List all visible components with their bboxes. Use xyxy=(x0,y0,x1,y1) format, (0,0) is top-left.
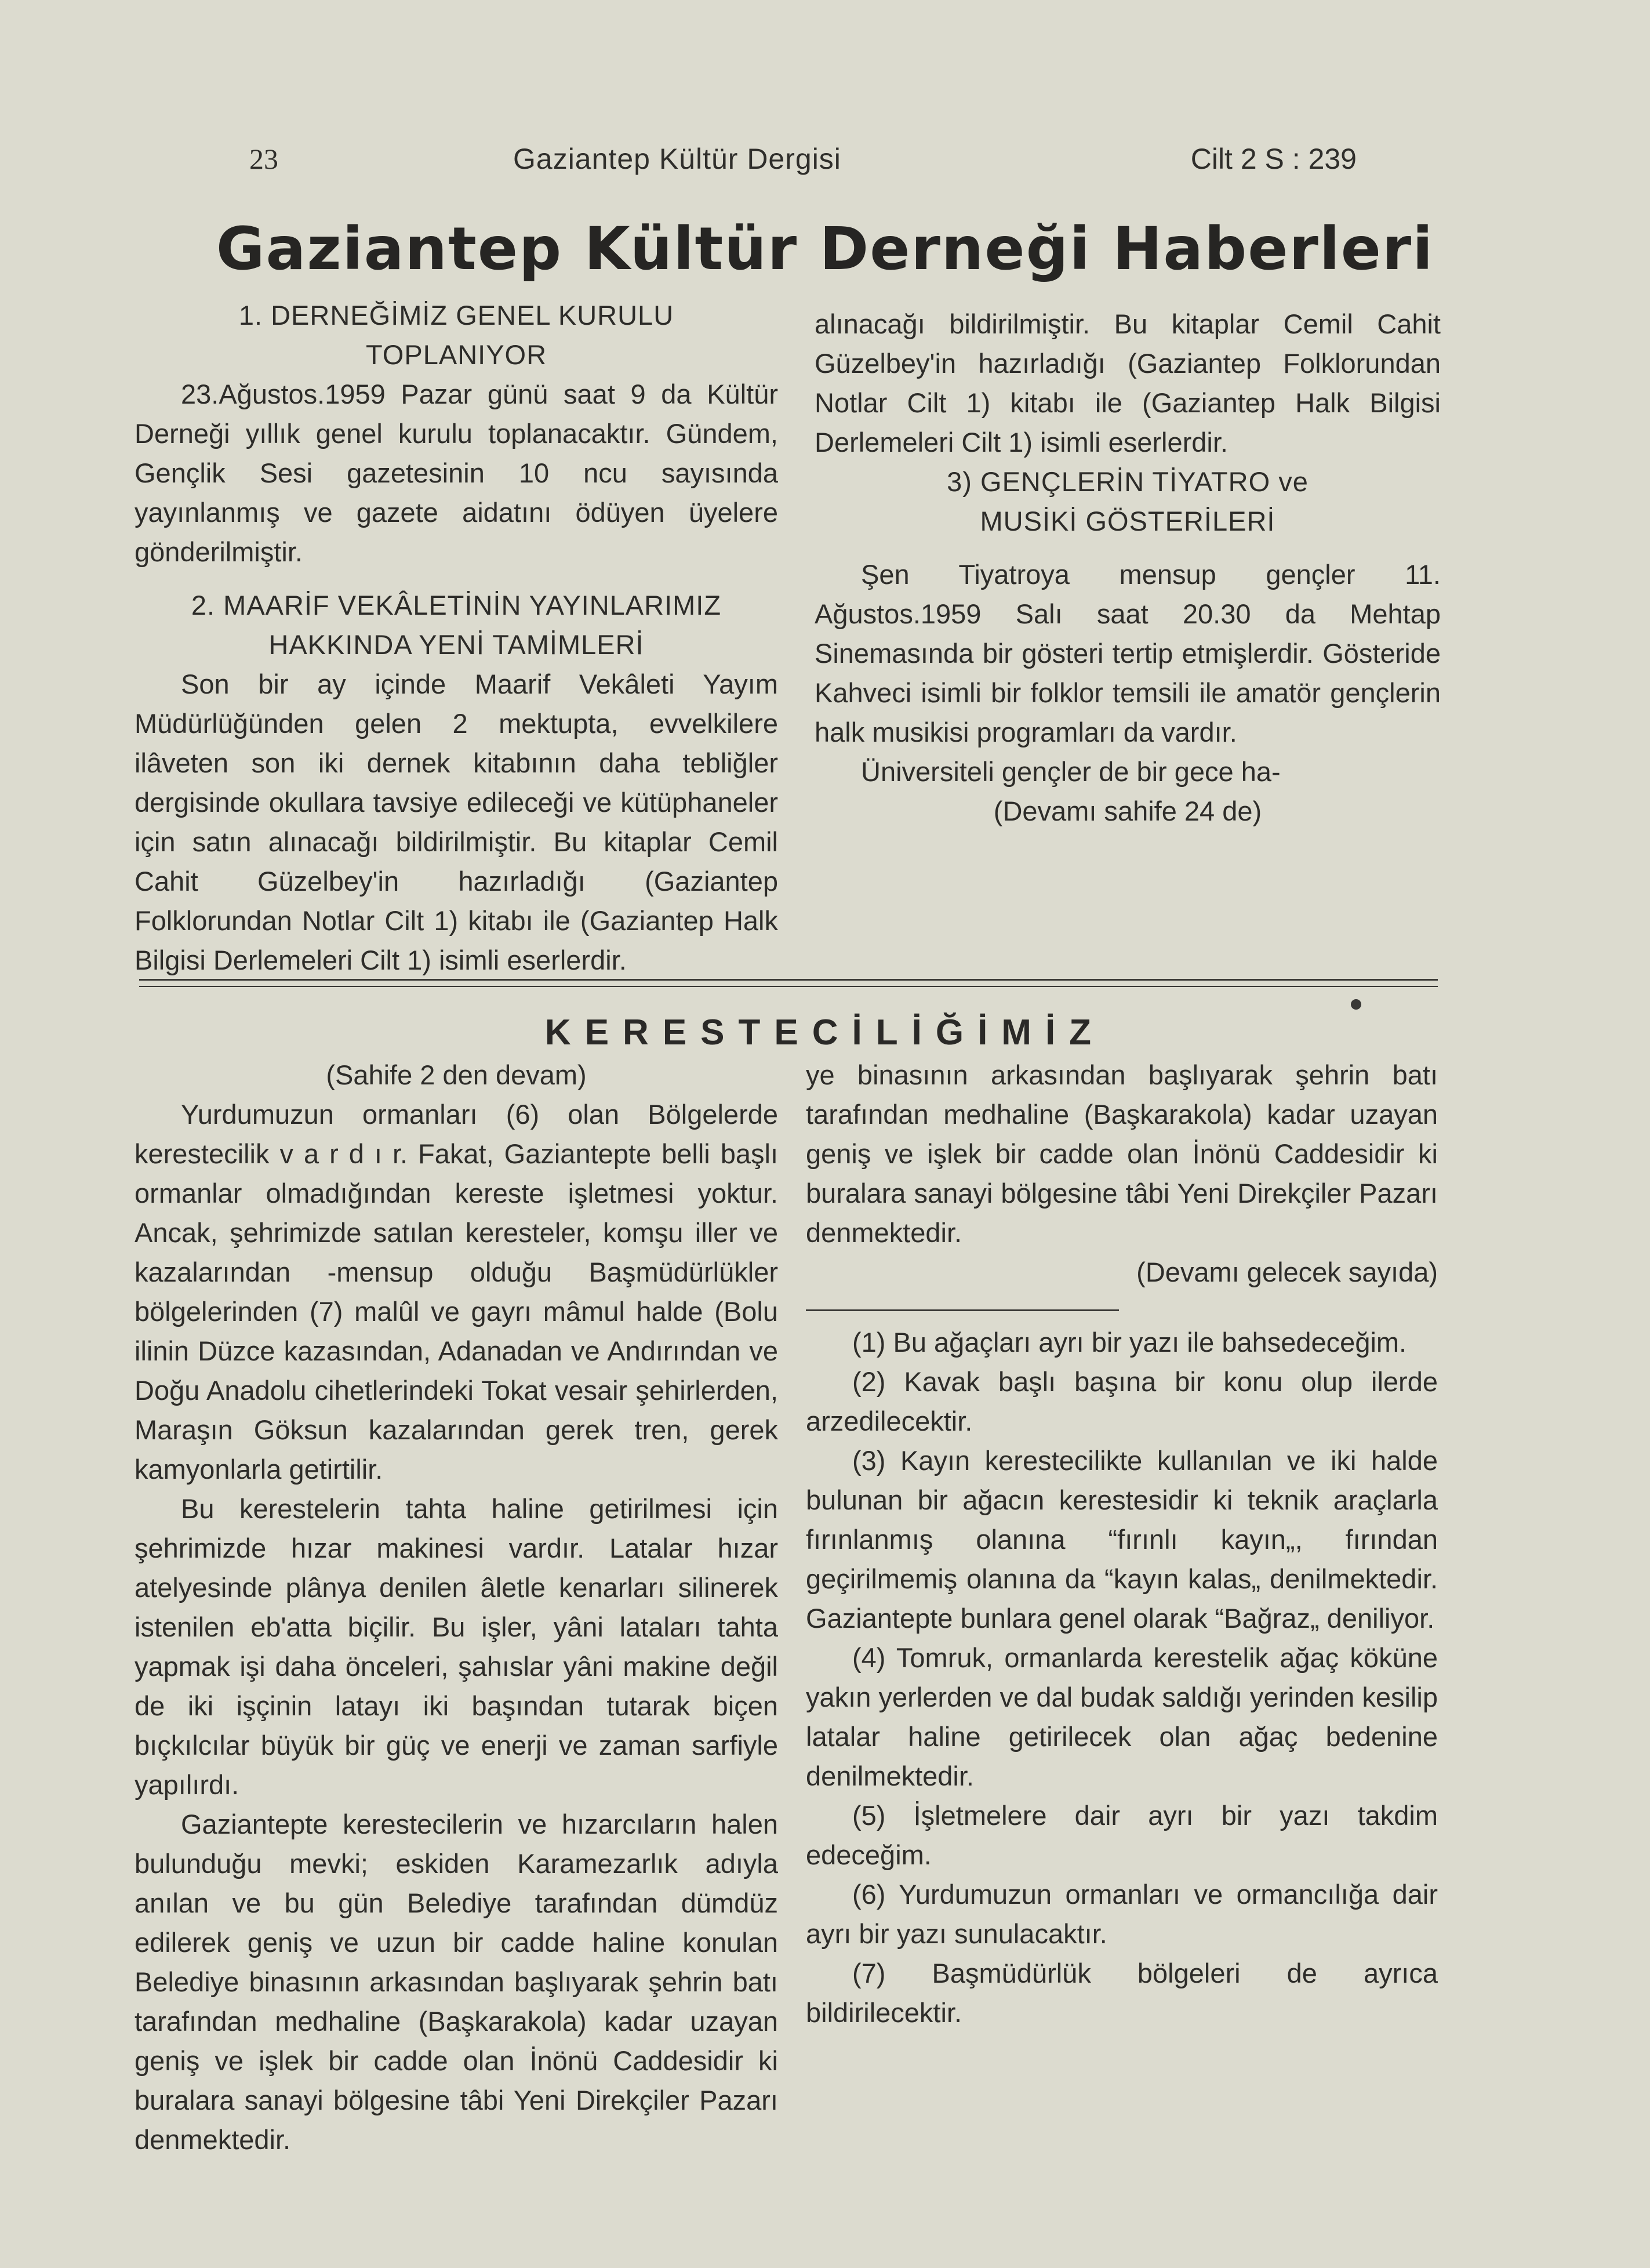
news-column-left xyxy=(135,296,778,975)
footnote-4: (4) Tomruk, ormanlarda kerestelik ağaç köküne yakın yerlerden ve dal budak saldığı yerinden kesilip latalar haline getirilecek olan ağaç bedenine denilmektedir. xyxy=(806,1642,1438,1791)
article-continuation-note: (Sahife 2 den devam) xyxy=(326,1059,587,1090)
footnote-1: (1) Bu ağaçları ayrı bir yazı ile bahsedeceğim. xyxy=(852,1327,1407,1358)
news-2-body: Son bir ay içinde Maarif Vekâleti Yayım Müdürlüğünden gelen 2 mektupta, evvelkilere ilâveten son iki dernek kitabının daha tebliğler dergisinde okullara tavsiye edileceği ve kütüphaneler için satın alınacağı bildirilmiştir. Bu kitaplar Cemil Cahit Güzelbey'in hazırladığı (Gaziantep Folklorundan Notlar Cilt 1) kitabı ile (Gaziantep Halk Bilgisi Derlemeleri Cilt 1) isimli eserlerdir. xyxy=(135,669,778,975)
ornament-dot xyxy=(1351,999,1361,1010)
article-paragraph-3-continued: ye binasının arkasından başlıyarak şehrin batı tarafından medhaline (Başkarakola) kadar uzayan geniş ve işlek bir cadde olan İnönü Caddesidir ki buralara sanayi bölgesine tâbi Yeni Direkçiler Pazarı denmektedir. xyxy=(806,1059,1438,1248)
journal-name: Gaziantep Kültür Dergisi xyxy=(513,143,841,175)
news-column-right xyxy=(815,304,1441,831)
running-header xyxy=(243,142,1357,188)
news-3-body: Şen Tiyatroya mensup gençler 11. Ağustos.1959 Salı saat 20.30 da Mehtap Sinemasında bir gösteri tertip etmişlerdir. Gösteride Kahveci isimli bir folklor temsili ile amatör gençlerin halk musikisi programları da vardır. xyxy=(815,559,1441,747)
article-paragraph-2: Bu kerestelerin tahta haline getirilmesi için şehrimizde hızar makinesi vardır. Latalar hızar atelyesinde plânya denilen âletle kenarları silinerek istenilen eb'atta biçilir. Bu işler, yâni lataları tahta yapmak işi daha önceleri, şahıslar yâni makine değil de iki işçinin latayı iki başından tutarak biçen bıçkılcılar büyük bir güç ve enerji ve zaman sarfiyle yapılırdı. xyxy=(135,1493,778,1800)
section-divider xyxy=(139,979,1438,981)
news-3-heading-line2: MUSİKİ GÖSTERİLERİ xyxy=(980,506,1275,536)
news-1-body: 23.Ağustos.1959 Pazar günü saat 9 da Kültür Derneği yıllık genel kurulu toplanacaktır. Gündem, Gençlik Sesi gazetesinin 10 ncu sayısında yayınlanmış ve gazete aidatını ödüyen üyelere gönderilmiştir. xyxy=(135,379,778,567)
footnote-divider xyxy=(806,1309,1119,1311)
footnote-2: (2) Kavak başlı başına bir konu olup ilerde arzedilecektir. xyxy=(806,1366,1438,1436)
news-1-heading-line2: TOPLANIYOR xyxy=(365,339,547,370)
section-divider-2 xyxy=(139,986,1438,987)
page-title: Gaziantep Kültür Derneği Haberleri xyxy=(216,215,1434,284)
article-column-left xyxy=(135,1055,778,2155)
news-1-heading-line1: 1. DERNEĞİMİZ GENEL KURULU xyxy=(238,300,674,331)
footnote-5: (5) İşletmelere dair ayrı bir yazı takdim edeceğim. xyxy=(806,1800,1438,1870)
news-2-body-continued: alınacağı bildirilmiştir. Bu kitaplar Cemil Cahit Güzelbey'in hazırladığı (Gaziantep Folklorundan Notlar Cilt 1) kitabı ile (Gaziantep Halk Bilgisi Derlemeleri Cilt 1) isimli eserlerdir. xyxy=(815,309,1441,458)
footnote-6: (6) Yurdumuzun ormanları ve ormancılığa dair ayrı bir yazı sunulacaktır. xyxy=(806,1879,1438,1949)
article-paragraph-3: Gaziantepte kerestecilerin ve hızarcıların halen bulunduğu mevki; eskiden Karamezarlık adıyla anılan ve bu gün Belediye tarafından dümdüz edilerek geniş ve uzun bir cadde haline konulan Belediye binasının arkasından başlıyarak şehrin batı tarafından medhaline (Başkarakola) kadar uzayan geniş ve işlek bir cadde olan İnönü Caddesidir ki buralara sanayi bölgesine tâbi Yeni Direkçiler Pazarı denmektedir. xyxy=(135,1809,778,2155)
article-paragraph-1: Yurdumuzun ormanları (6) olan Bölgelerde kerestecilik v a r d ı r. Fakat, Gaziantepte belli başlı ormanlar olmadığından kereste işletmesi yoktur. Ancak, şehrimizde satılan keresteler, komşu iller ve kazalarından -mensup olduğu Başmüdürlükler bölgelerinden (7) malûl ve gayrı mâmul halde (Bolu ilinin Düzce kazasından, Adanadan ve Andırından ve Doğu Anadolu cihetlerindeki Tokat vesair şehirlerden, Maraşın Göksun kazalarından gerek tren, gerek kamyonlarla getirtilir. xyxy=(135,1099,778,1485)
article-to-be-continued: (Devamı gelecek sayıda) xyxy=(1136,1257,1438,1287)
issue-info: Cilt 2 S : 239 xyxy=(1190,143,1357,175)
article-title: KERESTECİLİĞİMİZ xyxy=(544,1013,1106,1053)
news-3-heading-line1: 3) GENÇLERİN TİYATRO ve xyxy=(947,466,1309,497)
news-3-continued: (Devamı sahife 24 de) xyxy=(993,796,1262,826)
news-2-heading: 2. MAARİF VEKÂLETİNİN YAYINLARIMIZ HAKKINDA YENİ TAMİMLERİ xyxy=(191,590,722,660)
article-column-right xyxy=(806,1055,1438,2033)
footnote-3: (3) Kayın kerestecilikte kullanılan ve iki halde bulunan bir ağacın kerestesidir ki teknik araçlarla fırınlanmış olanına “fırınlı kayın„, fırından geçirilmemiş olanına da “kayın kalas„ denilmektedir. Gaziantepte bunlara genel olarak “Bağraz„ deniliyor. xyxy=(806,1445,1438,1634)
news-3-body-2: Üniversiteli gençler de bir gece ha- xyxy=(861,756,1281,787)
footnote-7: (7) Başmüdürlük bölgeleri de ayrıca bildirilecektir. xyxy=(806,1958,1438,2028)
page-number: 23 xyxy=(249,143,278,175)
